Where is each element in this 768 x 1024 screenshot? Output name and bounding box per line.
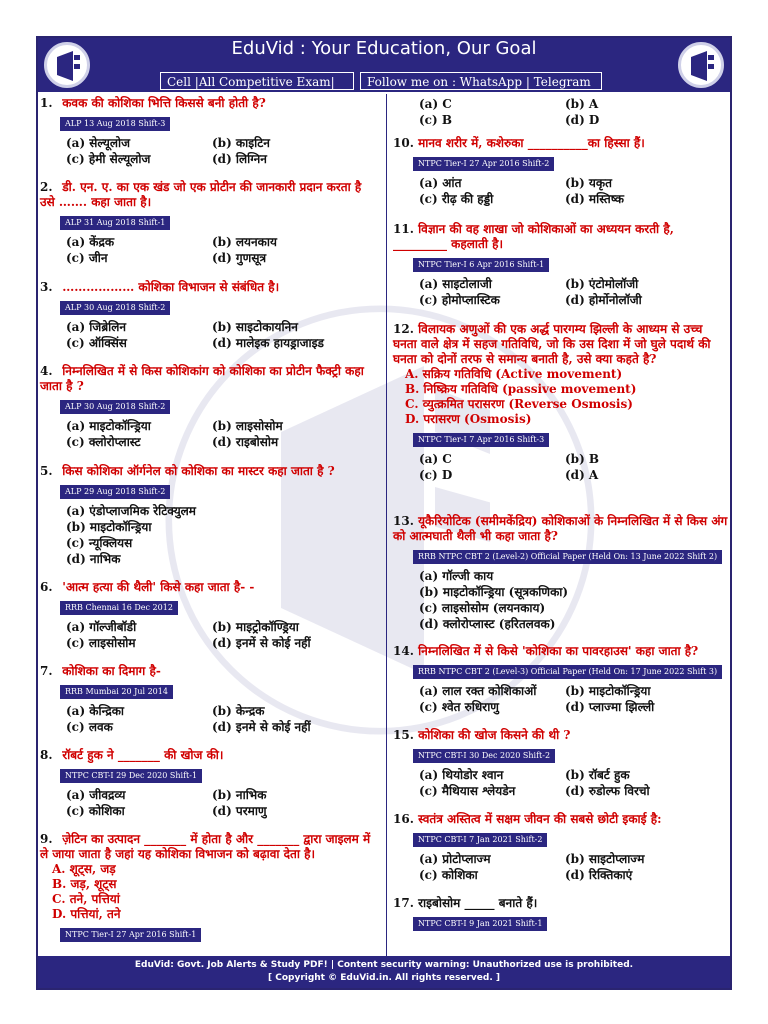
options <box>66 234 380 266</box>
question-number: 10. <box>393 136 414 150</box>
option-a: (a) लाल रक्त कोशिकाओं <box>419 684 537 698</box>
exam-tag: NTPC Tier-I 6 Apr 2016 Shift-1 <box>413 258 549 272</box>
footer-line-1: EduVid: Govt. Job Alerts & Study PDF! | Content security warning: Unauthorized use is prohibited. <box>134 960 634 970</box>
question-8 <box>40 748 380 819</box>
exam-tag: ALP 30 Aug 2018 Shift-2 <box>60 301 170 315</box>
option-d: (d) राइबोसोम <box>212 435 279 449</box>
option-b: (b) यकृत <box>565 176 612 190</box>
question-1 <box>40 96 380 167</box>
option-b: (b) काइटिन <box>212 136 270 150</box>
option-c: (c) जीन <box>66 251 108 265</box>
option-c: (c) ऑक्सिंस <box>66 336 127 350</box>
options <box>66 135 380 167</box>
option-b: (b) लयनकाय <box>212 235 277 249</box>
question-11 <box>393 222 729 308</box>
footer-line-2: [ Copyright © EduVid.in. All rights reserved. ] <box>267 973 501 983</box>
question-10 <box>393 136 729 207</box>
option-a: (a) गॉल्जी काय <box>419 569 494 583</box>
option-c: (c) लाइसोसोम (लयनकाय) <box>419 601 546 615</box>
exam-tag: RRB Chennai 16 Dec 2012 <box>60 601 178 615</box>
header-subbar <box>38 70 730 92</box>
question-number: 13. <box>393 514 414 528</box>
option-a: (a) प्रोटोप्लाज्म <box>419 852 491 866</box>
footer-banner <box>38 956 730 988</box>
question-text: मानव शरीर में, कशेरुका __________का हिस्सा हैं। <box>418 136 645 150</box>
exam-tag: NTPC CBT-I 9 Jan 2021 Shift-1 <box>413 917 547 931</box>
options <box>419 767 729 799</box>
option-a: (a) सेल्यूलोज <box>66 136 131 150</box>
question-number: 5. <box>40 464 53 478</box>
option-c: (c) लवक <box>66 720 113 734</box>
question-number: 15. <box>393 728 414 742</box>
question-text: ज़ेटिन का उत्पादन _______ में होता है और _______ द्वारा जाइलम में ले जाया जाता है जहां यह कोशिका विभाजन को बढ़ावा देता है। <box>40 832 371 861</box>
question-9 <box>40 832 380 942</box>
question-text: 'आत्म हत्या की थैली' किसे कहा जाता है- - <box>62 580 255 594</box>
option-d: (d) होर्मोनोलॉजी <box>565 293 642 307</box>
question-number: 2. <box>40 180 53 194</box>
option-d: (d) मस्तिष्क <box>565 192 624 206</box>
option-b: (b) B <box>565 452 600 466</box>
exam-tag: NTPC Tier-I 7 Apr 2016 Shift-3 <box>413 433 549 447</box>
option-a: (a) केन्द्रिका <box>66 704 125 718</box>
statement-a: A. सक्रिय गतिविधि (Active movement) <box>405 367 623 381</box>
question-text: ……………… कोशिका विभाजन से संबंधित है। <box>62 280 280 294</box>
option-c: (c) हेमी सेल्यूलोज <box>66 152 151 166</box>
question-text: विज्ञान की वह शाखा जो कोशिकाओं का अध्ययन करती है, _________ कहलाती है। <box>393 222 674 251</box>
option-d: (d) परमाणु <box>212 804 267 818</box>
options <box>66 703 380 735</box>
option-a: (a) साइटोलाजी <box>419 277 492 291</box>
question-6 <box>40 580 380 651</box>
question-2 <box>40 180 380 266</box>
statement-d: D. परासरण (Osmosis) <box>405 412 532 426</box>
question-number: 3. <box>40 280 53 294</box>
question-text: निम्नलिखित में से किसे 'कोशिका का पावरहाउस' कहा जाता है? <box>418 644 699 658</box>
option-d: (d) A <box>565 468 599 482</box>
exam-tag: NTPC CBT-I 7 Jan 2021 Shift-2 <box>413 833 547 847</box>
option-b: (b) A <box>565 97 599 111</box>
option-c: (c) क्लोरोप्लास्ट <box>66 435 141 449</box>
option-d: (d) इनमें से कोई नहीं <box>212 636 311 650</box>
option-d: (d) D <box>565 113 600 127</box>
question-5 <box>40 464 380 567</box>
option-d: (d) रुडोल्फ विरचो <box>565 784 650 798</box>
exam-tag: RRB NTPC CBT 2 (Level-2) Official Paper (Held On: 13 June 2022 Shift 2) <box>413 550 722 564</box>
exam-tag: NTPC CBT-I 30 Dec 2020 Shift-2 <box>413 749 555 763</box>
options <box>66 418 380 450</box>
option-c: (c) श्वेत रुधिराणु <box>419 700 499 714</box>
option-a: (a) माइटोकॉन्ड्रिया <box>66 419 151 433</box>
option-d: (d) रिक्तिकाएं <box>565 868 633 882</box>
option-c: (c) लाइसोसोम <box>66 636 136 650</box>
question-text: किस कोशिका ऑर्गनेल को कोशिका का मास्टर कहा जाता है ? <box>62 464 335 478</box>
options <box>66 619 380 651</box>
question-number: 17. <box>393 896 414 910</box>
option-d: (d) मालेइक हायड्राजाइड <box>212 336 324 350</box>
question-number: 14. <box>393 644 414 658</box>
statement-c: C. तने, पत्तियां <box>52 892 120 906</box>
option-c: (c) कोशिका <box>66 804 125 818</box>
question-4 <box>40 364 380 450</box>
question-number: 6. <box>40 580 53 594</box>
option-b: (b) रॉबर्ट हुक <box>565 768 630 782</box>
question-15 <box>393 728 729 799</box>
question-16 <box>393 812 729 883</box>
question-3 <box>40 280 380 351</box>
question-number: 8. <box>40 748 53 762</box>
option-b: (b) साइटोकायनिन <box>212 320 298 334</box>
options <box>419 451 729 483</box>
option-a: (a) केंद्रक <box>66 235 115 249</box>
question-17 <box>393 896 729 931</box>
option-a: (a) जीवद्रव्य <box>66 788 126 802</box>
option-d: (d) प्लाज्मा झिल्ली <box>565 700 655 714</box>
exam-tag: ALP 30 Aug 2018 Shift-2 <box>60 400 170 414</box>
question-text: रॉबर्ट हुक ने _______ की खोज की। <box>62 748 224 762</box>
option-b: (b) माइटोकॉन्ड्रिया <box>565 684 651 698</box>
exam-tag: NTPC Tier-I 27 Apr 2016 Shift-1 <box>60 928 201 942</box>
question-text: कोशिका की खोज किसने की थी ? <box>418 728 571 742</box>
option-c: (c) होमोप्लास्टिक <box>419 293 500 307</box>
question-text: राइबोसोम _____ बनाते हैं। <box>418 896 538 910</box>
options <box>66 787 380 819</box>
question-number: 9. <box>40 832 53 846</box>
options <box>419 276 729 308</box>
exam-tag: NTPC CBT-I 29 Dec 2020 Shift-1 <box>60 769 202 783</box>
question-number: 4. <box>40 364 53 378</box>
option-a: (a) C <box>419 452 452 466</box>
question-text: कोशिका का दिमाग है- <box>62 664 161 678</box>
options <box>419 96 729 128</box>
options <box>419 683 729 715</box>
option-a: (a) एंडोप्लाजमिक रेटिक्युलम <box>66 504 196 518</box>
question-number: 1. <box>40 96 53 110</box>
question-14 <box>393 644 729 715</box>
option-b: (b) लाइसोसोम <box>212 419 283 433</box>
option-b: (b) माइट्रोकॉण्ड्रिया <box>212 620 299 634</box>
option-a: (a) गॉल्जीबॉडी <box>66 620 137 634</box>
question-number: 12. <box>393 322 414 336</box>
question-7 <box>40 664 380 735</box>
option-b: (b) केन्द्रक <box>212 704 265 718</box>
option-b: (b) एंटोमोलॉजी <box>565 277 639 291</box>
options <box>66 319 380 351</box>
option-a: (a) जिब्रेलिन <box>66 320 127 334</box>
statement-b: B. निष्क्रिय गतिविधि (passive movement) <box>405 382 637 396</box>
option-d: (d) लिग्निन <box>212 152 267 166</box>
exam-tag: ALP 13 Aug 2018 Shift-3 <box>60 117 170 131</box>
question-number: 16. <box>393 812 414 826</box>
options <box>66 503 380 567</box>
statement-c: C. व्युत्क्रमित परासरण (Reverse Osmosis) <box>405 397 633 411</box>
question-number: 11. <box>393 222 414 236</box>
exam-tag: RRB Mumbai 20 Jul 2014 <box>60 685 173 699</box>
question-9-options <box>393 96 729 128</box>
option-b: (b) नाभिक <box>212 788 267 802</box>
option-c: (c) न्यूक्लियस <box>66 536 133 550</box>
option-c: (c) कोशिका <box>419 868 478 882</box>
exam-tag: ALP 31 Aug 2018 Shift-1 <box>60 216 170 230</box>
question-text: कवक की कोशिका भित्ति किससे बनी होती है? <box>62 96 266 110</box>
statement-a: A. शूट्स, जड़ <box>52 862 116 876</box>
option-d: (d) इनमे से कोई नहीं <box>212 720 311 734</box>
exam-tag: ALP 29 Aug 2018 Shift-2 <box>60 485 170 499</box>
option-a: (a) C <box>419 97 452 111</box>
question-number: 7. <box>40 664 53 678</box>
option-b: (b) माइटोकॉन्ड्रिया (सूत्रकणिका) <box>419 585 569 599</box>
column-divider <box>386 94 387 956</box>
question-text: स्वतंत्र अस्तित्व में सक्षम जीवन की सबसे छोटी इकाई है: <box>418 812 662 826</box>
question-12 <box>393 322 729 483</box>
options <box>419 851 729 883</box>
option-c: (c) मैथियास श्लेयडेन <box>419 784 516 798</box>
statement-d: D. पत्तियां, तने <box>52 907 121 921</box>
question-text: विलायक अणुओं की एक अर्द्ध पारगम्य झिल्ली के आध्यम से उच्च घनता वाले क्षेत्र में सहज गतिविधि, जो कि उस दिशा में जो घुले पदार्थ की घनता को दोनों तरफ से समान्य बनाती है, उसे क्या कहते है? <box>393 322 711 366</box>
option-c: (c) B <box>419 113 452 127</box>
cell-label: Cell |All Competitive Exam| <box>160 72 354 90</box>
question-text: निम्नलिखित में से किस कोशिकांग को कोशिका का प्रोटीन फैक्ट्री कहा जाता है ? <box>40 364 364 393</box>
follow-label: Follow me on : WhatsApp | Telegram <box>360 72 602 90</box>
page-title: EduVid : Your Education, Our Goal <box>231 38 537 59</box>
options <box>419 175 729 207</box>
question-text: डी. एन. ए. का एक खंड जो एक प्रोटीन की जानकारी प्रदान करता है उसे ……. कहा जाता है। <box>40 180 362 209</box>
option-b: (b) माइटोकॉन्ड्रिया <box>66 520 152 534</box>
option-a: (a) थियोडोर श्वान <box>419 768 504 782</box>
option-a: (a) आंत <box>419 176 462 190</box>
question-text: यूकैरियोटिक (समीमकेंद्रिय) कोशिकाओं के निम्नलिखित में से किस अंग को आत्मघाती थैली भी कहा जाता है? <box>393 514 728 543</box>
option-b: (b) साइटोप्लाज्म <box>565 852 645 866</box>
option-c: (c) रीढ़ की हड्डी <box>419 192 494 206</box>
option-d: (d) गुणसूत्र <box>212 251 267 265</box>
options <box>419 568 729 632</box>
exam-tag: NTPC Tier-I 27 Apr 2016 Shift-2 <box>413 157 554 171</box>
statement-b: B. जड़, शूट्स <box>52 877 117 891</box>
statement-list <box>52 862 380 922</box>
question-13 <box>393 514 729 632</box>
option-d: (d) क्लोरोप्लास्ट (हरितलवक) <box>419 617 556 631</box>
option-d: (d) नाभिक <box>66 552 121 566</box>
statement-list <box>405 367 729 427</box>
option-c: (c) D <box>419 468 453 482</box>
exam-tag: RRB NTPC CBT 2 (Level-3) Official Paper (Held On: 17 June 2022 Shift 3) <box>413 665 722 679</box>
